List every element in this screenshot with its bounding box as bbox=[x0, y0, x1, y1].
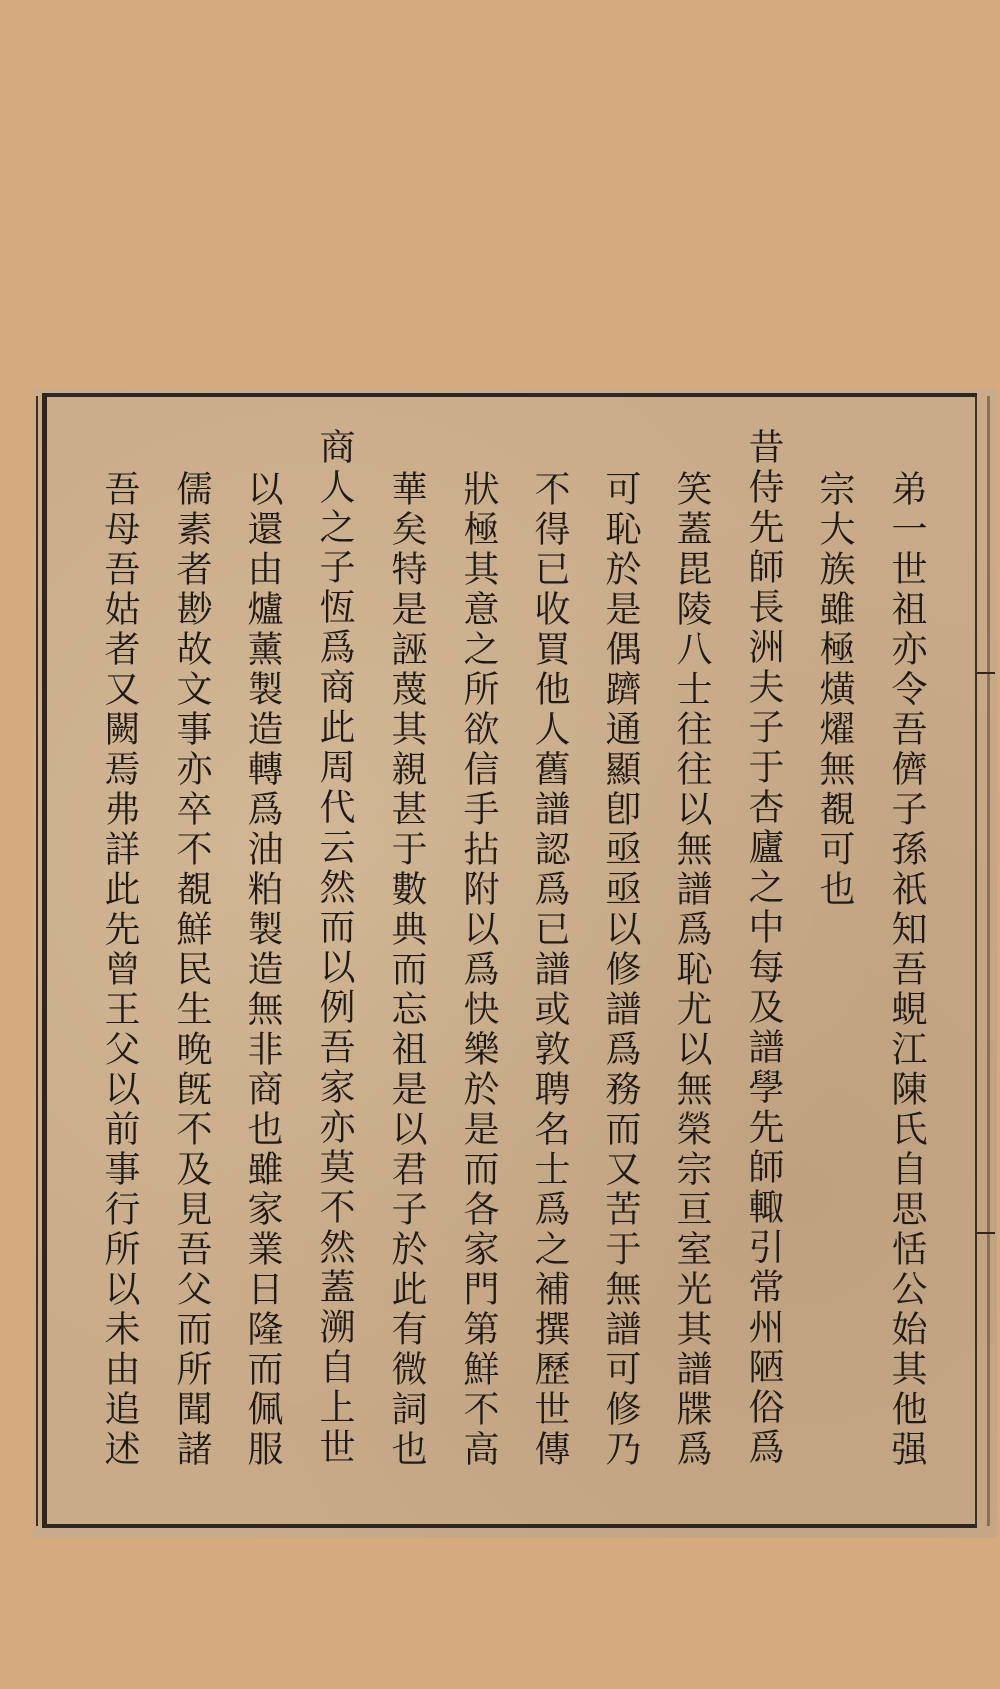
page-fold-edge bbox=[987, 396, 990, 1526]
text-column-6: 不得已收買他人舊譜認爲已譜或敦聘名士爲之補撰歷世傳 bbox=[529, 470, 570, 1470]
text-column-7: 狀極其意之所欲信手拈附以爲快樂於是而各家門第鮮不高 bbox=[458, 470, 499, 1470]
text-column-12: 吾母吾姑者又闕焉弗詳此先曾王父以前事行所以未由追述 bbox=[99, 470, 140, 1470]
border-left-outer bbox=[36, 396, 38, 1526]
text-column-4: 笑蓋毘陵八士往往以無譜爲恥尤以無榮宗亘室光其譜牒爲 bbox=[671, 470, 712, 1470]
fold-mark bbox=[977, 672, 995, 674]
border-bottom bbox=[42, 1524, 977, 1528]
border-right bbox=[975, 396, 977, 1526]
text-column-8: 華矣特是誣蔑其親甚于數典而忘祖是以君子於此有微詞也 bbox=[386, 470, 427, 1470]
text-column-2: 宗大族雖極熿燿無覩可也 bbox=[814, 470, 855, 910]
text-column-1: 弟一世祖亦令吾儕子孫祇知吾蜆江陳氏自思恬公始其他强 bbox=[886, 470, 927, 1470]
text-column-9: 商人之子恆爲商此周代云然而以例吾家亦莫不然蓋溯自上世 bbox=[314, 428, 355, 1468]
border-top bbox=[42, 393, 977, 397]
border-left bbox=[42, 393, 47, 1528]
text-column-3: 昔侍先師長洲夫子于杏廬之中每及譜學先師輙引常州陋俗爲 bbox=[743, 428, 784, 1468]
text-column-5: 可恥於是偶躋通顯卽亟亟以修譜爲務而又苦于無譜可修乃 bbox=[600, 470, 641, 1470]
fold-mark bbox=[977, 1232, 995, 1234]
text-column-11: 儒素者尠故文事亦卒不覩鮮民生晚旣不及見吾父而所聞諸 bbox=[171, 470, 212, 1470]
text-column-10: 以還由爐薰製造轉爲油粕製造無非商也雖家業日隆而佩服 bbox=[242, 470, 283, 1470]
